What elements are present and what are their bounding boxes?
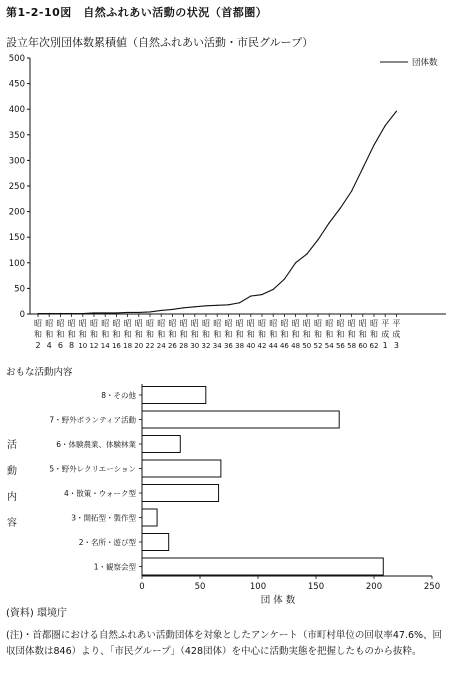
x-tick-label: 和	[45, 330, 54, 339]
x-tick-label: 昭	[112, 319, 121, 328]
data-point	[261, 294, 262, 295]
x-tick-label: 昭	[291, 319, 300, 328]
x-tick-label: 和	[280, 330, 289, 339]
x-tick-label: 54	[324, 342, 334, 350]
data-point	[396, 111, 397, 112]
category-label: 1・観察会型	[93, 562, 136, 572]
x-tick-label: 4	[46, 341, 52, 350]
x-tick-label: 成	[381, 330, 390, 339]
x-tick-label: 和	[157, 330, 166, 339]
data-point	[194, 306, 195, 307]
x-tick-label: 32	[201, 342, 211, 350]
x-tick-label: 34	[212, 342, 222, 350]
y-tick-label: 200	[8, 207, 25, 218]
x-tick-label: 20	[134, 342, 144, 350]
data-point	[49, 313, 50, 314]
x-tick-label: 和	[78, 330, 87, 339]
x-tick-label: 昭	[213, 319, 222, 328]
line-chart	[0, 48, 456, 358]
bar	[142, 509, 157, 526]
x-tick-label: 8	[69, 341, 75, 350]
category-label: 5・野外レクリエーション	[49, 464, 136, 474]
x-tick-label: 昭	[314, 319, 322, 328]
data-point	[295, 262, 296, 263]
y-tick-label: 300	[8, 156, 25, 167]
data-point	[329, 222, 330, 223]
x-tick-label: 和	[202, 330, 210, 339]
x-tick-label: 昭	[258, 319, 266, 328]
x-tick-label: 22	[145, 342, 155, 350]
x-tick-label: 昭	[90, 319, 98, 328]
x-tick-label: 58	[347, 342, 357, 350]
x-tick-label: 和	[291, 330, 300, 339]
data-point	[217, 305, 218, 306]
x-tick-label: 150	[307, 582, 325, 592]
x-tick-label: 和	[179, 330, 188, 339]
category-label: 8・その他	[101, 391, 136, 400]
x-tick-label: 28	[179, 342, 189, 350]
x-tick-label: 和	[224, 330, 233, 339]
x-tick-label: 和	[336, 330, 345, 339]
category-label: 2・名所・遊び型	[78, 538, 136, 547]
data-point	[373, 144, 374, 145]
y-tick-label: 0	[19, 310, 25, 320]
category-label: 4・散策・ウォーク型	[64, 489, 136, 498]
data-point	[172, 309, 173, 310]
x-tick-label: 50	[302, 342, 312, 350]
data-point	[183, 307, 184, 308]
x-tick-label: 和	[314, 330, 322, 339]
x-tick-label: 38	[235, 342, 245, 350]
x-tick-label: 昭	[168, 319, 177, 328]
x-tick-label: 昭	[179, 319, 188, 328]
x-tick-label: 46	[279, 342, 289, 350]
x-tick-label: 和	[370, 330, 378, 339]
data-point	[105, 312, 106, 313]
data-point	[239, 302, 240, 303]
data-point	[138, 312, 139, 313]
x-tick-label: 30	[190, 342, 200, 350]
x-tick-label: 昭	[347, 319, 356, 328]
x-tick-label: 10	[78, 342, 88, 350]
category-label: 3・開拓型・製作型	[71, 513, 136, 523]
x-tick-label: 昭	[336, 319, 345, 328]
x-tick-label: 26	[167, 342, 177, 350]
x-tick-label: 昭	[157, 319, 166, 328]
data-point	[273, 289, 274, 290]
x-tick-label: 16	[111, 342, 121, 350]
bar	[142, 411, 339, 428]
x-tick-label: 昭	[123, 319, 132, 328]
x-tick-label: 12	[89, 342, 99, 350]
data-point	[149, 311, 150, 312]
data-point	[82, 313, 83, 314]
x-tick-label: 昭	[67, 319, 76, 328]
x-tick-label: 昭	[146, 319, 154, 328]
figure-title: 第1-2-10図 自然ふれあい活動の状況（首都圏）	[6, 6, 268, 19]
data-point	[60, 313, 61, 314]
x-tick-label: 昭	[78, 319, 87, 328]
x-tick-label: 和	[134, 330, 143, 339]
x-tick-label: 昭	[246, 319, 255, 328]
series-line-団体数	[38, 111, 396, 313]
x-tick-label: 和	[168, 330, 177, 339]
x-tick-label: 昭	[325, 319, 334, 328]
x-tick-label: 昭	[269, 319, 278, 328]
x-tick-label: 14	[100, 342, 110, 350]
x-tick-label: 昭	[101, 319, 110, 328]
data-point	[71, 313, 72, 314]
x-tick-label: 和	[146, 330, 154, 339]
data-point	[205, 305, 206, 306]
y-tick-label: 250	[8, 182, 25, 192]
x-tick-label: 和	[325, 330, 334, 339]
data-point	[161, 310, 162, 311]
x-tick-label: 50	[194, 582, 206, 592]
x-tick-label: 和	[101, 330, 110, 339]
x-tick-label: 18	[123, 342, 133, 350]
x-tick-label: 和	[302, 330, 311, 339]
x-tick-label: 62	[369, 342, 379, 350]
x-tick-label: 和	[112, 330, 121, 339]
x-tick-label: 0	[139, 582, 145, 592]
source-note: (資料) 環境庁	[6, 608, 67, 619]
data-point	[250, 295, 251, 296]
bar	[142, 460, 221, 477]
x-tick-label: 3	[393, 341, 399, 350]
bar	[142, 534, 169, 551]
x-tick-label: 44	[268, 342, 278, 350]
x-tick-label: 60	[358, 342, 368, 350]
x-tick-label: 和	[67, 330, 76, 339]
data-point	[37, 313, 38, 314]
x-tick-label: 1	[382, 341, 388, 350]
x-tick-label: 昭	[224, 319, 233, 328]
data-point	[340, 207, 341, 208]
x-tick-label: 昭	[302, 319, 311, 328]
y-axis-label-char: 動	[7, 466, 17, 477]
bar-chart	[0, 376, 456, 608]
x-tick-label: 昭	[56, 319, 65, 328]
line-chart-title: 設立年次別団体数累積値（自然ふれあい活動・市民グループ）	[6, 36, 314, 49]
y-axis-label-char: 活	[7, 440, 17, 451]
y-axis-label-char: 内	[7, 492, 17, 503]
x-tick-label: 昭	[370, 319, 378, 328]
x-tick-label: 48	[291, 342, 301, 350]
x-tick-label: 平	[392, 319, 401, 328]
x-tick-label: 昭	[134, 319, 143, 328]
x-tick-label: 40	[246, 342, 256, 350]
x-tick-label: 和	[123, 330, 132, 339]
data-point	[116, 312, 117, 313]
x-tick-label: 昭	[45, 319, 54, 328]
data-point	[351, 191, 352, 192]
x-tick-label: 52	[313, 342, 323, 350]
x-tick-label: 和	[90, 330, 98, 339]
x-tick-label: 平	[381, 319, 390, 328]
x-tick-label: 36	[223, 342, 233, 350]
bar	[142, 436, 180, 453]
x-tick-label: 42	[257, 342, 267, 350]
y-tick-label: 50	[14, 284, 25, 295]
y-axis-label-char: 容	[7, 518, 17, 529]
legend-label: 団体数	[412, 58, 438, 68]
x-tick-label: 200	[365, 582, 383, 592]
x-tick-label: 和	[358, 330, 367, 339]
x-tick-label: 和	[269, 330, 278, 339]
bar	[142, 558, 383, 575]
data-point	[306, 253, 307, 254]
y-tick-label: 100	[8, 258, 25, 269]
footnote: (注)・首都圏における自然ふれあい活動団体を対象としたアンケート（市町村単位の回収率47.6%、回収団体数は846）より、「市民グループ」（428団体）を中心に活動実態を把握したものから抜粋。	[6, 630, 443, 657]
bar	[142, 387, 206, 404]
bar	[142, 485, 219, 502]
x-tick-label: 昭	[34, 319, 42, 328]
x-tick-label: 6	[57, 341, 63, 350]
bar-chart-title: おもな活動内容	[6, 367, 73, 378]
x-tick-label: 成	[392, 330, 401, 339]
x-tick-label: 100	[249, 582, 267, 592]
x-tick-label: 和	[246, 330, 255, 339]
x-tick-label: 和	[34, 330, 42, 339]
x-tick-label: 和	[56, 330, 65, 339]
x-tick-label: 和	[190, 330, 199, 339]
x-tick-label: 昭	[202, 319, 210, 328]
data-point	[362, 167, 363, 168]
data-point	[284, 279, 285, 280]
y-tick-label: 500	[8, 54, 25, 64]
y-tick-label: 350	[8, 130, 25, 141]
x-tick-label: 昭	[235, 319, 244, 328]
x-tick-label: 2	[35, 341, 41, 350]
data-point	[385, 125, 386, 126]
x-tick-label: 和	[347, 330, 356, 339]
x-tick-label: 250	[423, 582, 441, 592]
y-tick-label: 400	[8, 105, 25, 116]
data-point	[317, 239, 318, 240]
category-label: 7・野外ボランティア活動	[49, 415, 136, 425]
x-tick-label: 昭	[358, 319, 367, 328]
x-tick-label: 和	[235, 330, 244, 339]
x-tick-label: 56	[335, 342, 345, 350]
y-tick-label: 450	[8, 79, 25, 90]
category-label: 6・体験農業、体験林業	[56, 440, 136, 449]
x-tick-label: 和	[213, 330, 222, 339]
data-point	[127, 312, 128, 313]
x-tick-label: 24	[156, 342, 166, 350]
data-point	[228, 304, 229, 305]
y-tick-label: 150	[8, 233, 25, 244]
x-tick-label: 昭	[190, 319, 199, 328]
x-tick-label: 昭	[280, 319, 289, 328]
data-point	[93, 312, 94, 313]
x-tick-label: 和	[258, 330, 266, 339]
x-axis-label: 団 体 数	[260, 595, 296, 606]
